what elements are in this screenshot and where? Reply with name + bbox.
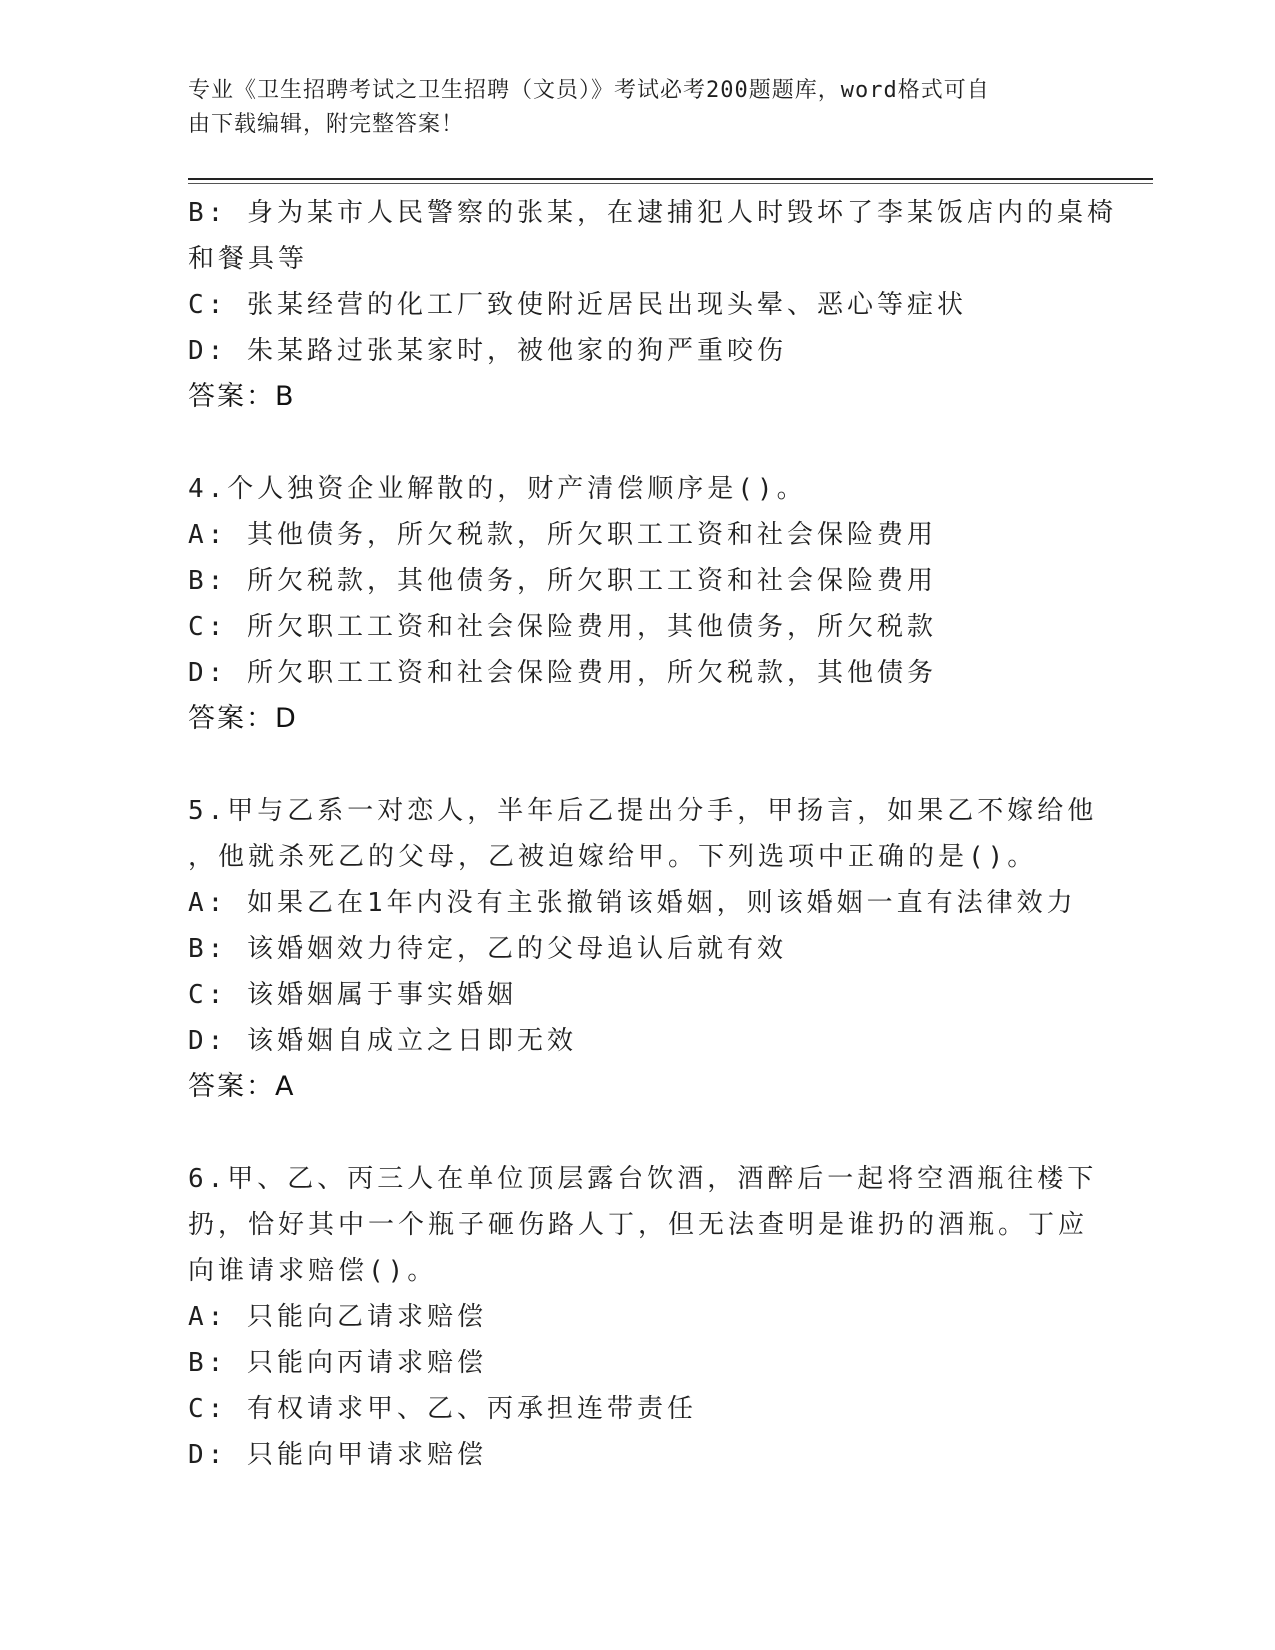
question-list <box>188 190 1117 1478</box>
spacer <box>188 742 1088 788</box>
question-stem-line-1: 6.甲、乙、丙三人在单位顶层露台饮酒，酒醉后一起将空酒瓶往楼下 <box>188 1164 1098 1194</box>
question-5 <box>188 788 1098 1110</box>
option-a: A: 其他债务，所欠税款，所欠职工工资和社会保险费用 <box>188 520 937 550</box>
question-6 <box>188 1156 1098 1478</box>
question-stem: 4.个人独资企业解散的，财产清偿顺序是()。 <box>188 474 807 504</box>
header-divider-thick <box>188 178 1153 180</box>
option-c: C: 张某经营的化工厂致使附近居民出现头晕、恶心等症状 <box>188 290 967 320</box>
question-stem-line-3: 向谁请求赔偿()。 <box>188 1256 438 1286</box>
header-line-1: 专业《卫生招聘考试之卫生招聘（文员）》考试必考200题题库，word格式可自 <box>188 78 990 103</box>
header-divider-thin <box>188 183 1153 184</box>
option-b: B: 所欠税款，其他债务，所欠职工工资和社会保险费用 <box>188 566 937 596</box>
question-stem-line-2: ，他就杀死乙的父母，乙被迫嫁给甲。下列选项中正确的是()。 <box>188 842 1038 872</box>
option-b-line-1: B: 身为某市人民警察的张某，在逮捕犯人时毁坏了李某饭店内的桌椅 <box>188 198 1117 228</box>
option-d: D: 所欠职工工资和社会保险费用，所欠税款，其他债务 <box>188 658 937 688</box>
option-b: B: 只能向丙请求赔偿 <box>188 1348 487 1378</box>
option-d: D: 该婚姻自成立之日即无效 <box>188 1026 577 1056</box>
spacer <box>188 1110 1088 1156</box>
option-c: C: 该婚姻属于事实婚姻 <box>188 980 517 1010</box>
question-4 <box>188 466 1088 742</box>
spacer <box>188 420 1088 466</box>
answer: 答案：B <box>188 381 296 412</box>
option-b: B: 该婚姻效力待定，乙的父母追认后就有效 <box>188 934 787 964</box>
question-stem-line-1: 5.甲与乙系一对恋人，半年后乙提出分手，甲扬言，如果乙不嫁给他 <box>188 796 1098 826</box>
option-c: C: 所欠职工工资和社会保险费用，其他债务，所欠税款 <box>188 612 937 642</box>
option-c: C: 有权请求甲、乙、丙承担连带责任 <box>188 1394 697 1424</box>
option-a: A: 如果乙在1年内没有主张撤销该婚姻，则该婚姻一直有法律效力 <box>188 888 1077 918</box>
answer: 答案：D <box>188 703 298 734</box>
option-d: D: 只能向甲请求赔偿 <box>188 1440 487 1470</box>
answer: 答案：A <box>188 1071 296 1102</box>
header-line-2: 由下载编辑，附完整答案！ <box>188 112 465 137</box>
option-a: A: 只能向乙请求赔偿 <box>188 1302 487 1332</box>
question-stem-line-2: 扔，恰好其中一个瓶子砸伤路人丁，但无法查明是谁扔的酒瓶。丁应 <box>188 1210 1089 1240</box>
option-d: D: 朱某路过张某家时，被他家的狗严重咬伤 <box>188 336 787 366</box>
question-3 <box>188 190 1117 420</box>
document-header <box>188 74 1068 142</box>
option-b-line-2: 和餐具等 <box>188 244 309 274</box>
